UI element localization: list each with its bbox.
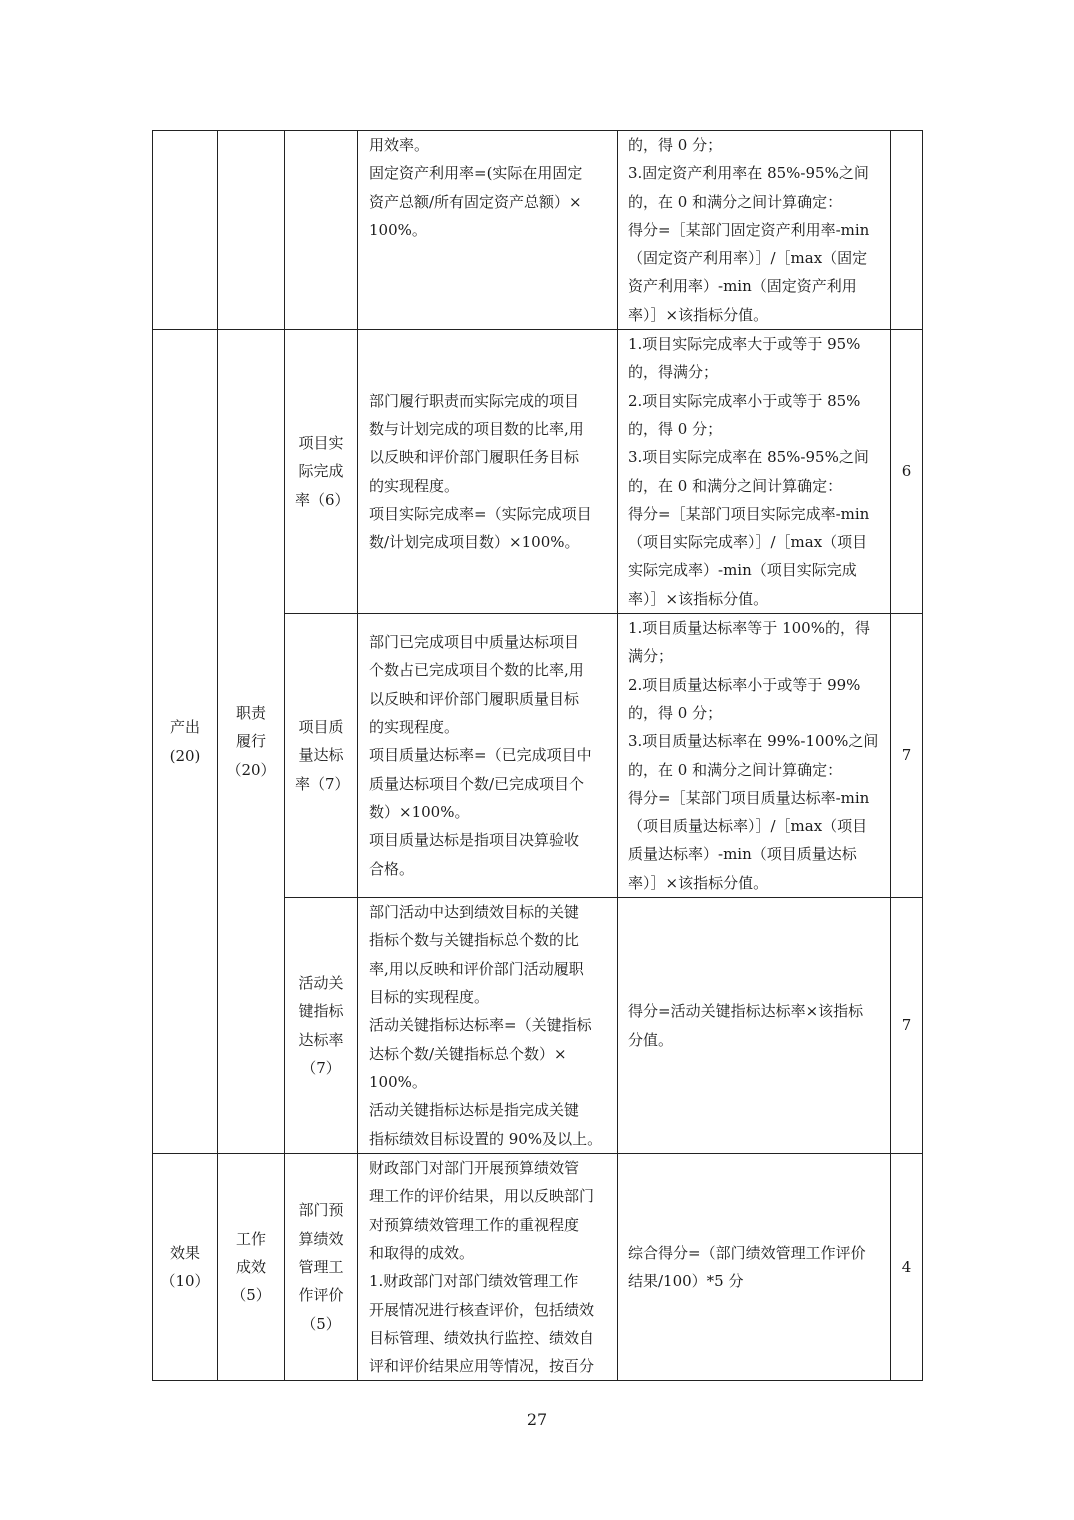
criteria-cell: 得分=活动关键指标达标率×该指标 分值。 <box>618 898 891 1154</box>
level1-cell-empty <box>153 131 218 330</box>
indicator-name: 项目质 量达标 率（7） <box>285 614 358 898</box>
page-number: 27 <box>526 1410 548 1429</box>
level1-effect: 效果 （10） <box>153 1154 218 1381</box>
score-cell: 7 <box>891 898 923 1154</box>
score-cell: 6 <box>891 330 923 614</box>
definition-cell: 用效率。 固定资产利用率=(实际在用固定 资产总额/所有固定资产总额）× 100%。 <box>358 131 618 330</box>
level2-duty-performance: 职责 履行 （20） <box>218 330 285 1154</box>
indicator-name: 项目实 际完成 率（6） <box>285 330 358 614</box>
indicator-name: 活动关 键指标 达标率 （7） <box>285 898 358 1154</box>
score-cell: 4 <box>891 1154 923 1381</box>
indicator-row-budget-performance <box>153 1154 923 1381</box>
indicator-row-project-completion <box>153 330 923 614</box>
indicator-name-cell-empty <box>285 131 358 330</box>
definition-cell: 部门履行职责而实际完成的项目 数与计划完成的项目数的比率,用 以反映和评价部门履职任务目标 的实现程度。 项目实际完成率=（实际完成项目 数/计划完成项目数）×100%。 <box>358 330 618 614</box>
definition-cell: 部门活动中达到绩效目标的关键 指标个数与关键指标总个数的比 率,用以反映和评价部门活动履职 目标的实现程度。 活动关键指标达标率=（关键指标 达标个数/关键指标总个数）× 100%。 活动关键指标达标是指完成关键 指标绩效目标设置的 90%及以上。 <box>358 898 618 1154</box>
level1-output: 产出 (20) <box>153 330 218 1154</box>
score-cell: 7 <box>891 614 923 898</box>
criteria-cell: 1.项目质量达标率等于 100%的，得 满分； 2.项目质量达标率小于或等于 99% 的，得 0 分； 3.项目质量达标率在 99%-100%之间 的，在 0 和满分之间计算确定： 得分=［某部门项目质量达标率-min （项目质量达标率）］/［max（项目 质量达标率）-min（项目质量达标 率）］×该指标分值。 <box>618 614 891 898</box>
continuation-row <box>153 131 923 330</box>
criteria-cell: 综合得分=（部门绩效管理工作评价 结果/100）*5 分 <box>618 1154 891 1381</box>
criteria-cell: 1.项目实际完成率大于或等于 95% 的，得满分； 2.项目实际完成率小于或等于 85% 的，得 0 分； 3.项目实际完成率在 85%-95%之间 的，在 0 和满分之间计算确定： 得分=［某部门项目实际完成率-min （项目实际完成率）］/［max（项目 实际完成率）-min（项目实际完成 率）］×该指标分值。 <box>618 330 891 614</box>
level2-cell-empty <box>218 131 285 330</box>
criteria-cell: 的，得 0 分； 3.固定资产利用率在 85%-95%之间 的，在 0 和满分之间计算确定： 得分=［某部门固定资产利用率-min （固定资产利用率）］/［max（固定 资产利用率）-min（固定资产利用 率）］×该指标分值。 <box>618 131 891 330</box>
score-cell-empty <box>891 131 923 330</box>
definition-cell: 部门已完成项目中质量达标项目 个数占已完成项目个数的比率,用 以反映和评价部门履职质量目标 的实现程度。 项目质量达标率=（已完成项目中 质量达标项目个数/已完成项目个 数）×100%。 项目质量达标是指项目决算验收 合格。 <box>358 614 618 898</box>
level2-work-effectiveness: 工作 成效 （5） <box>218 1154 285 1381</box>
definition-cell: 财政部门对部门开展预算绩效管 理工作的评价结果，用以反映部门 对预算绩效管理工作的重视程度 和取得的成效。 1.财政部门对部门绩效管理工作 开展情况进行核查评价，包括绩效 目标管理、绩效执行监控、绩效自 评和评价结果应用等情况，按百分 <box>358 1154 618 1381</box>
indicator-name: 部门预 算绩效 管理工 作评价 （5） <box>285 1154 358 1381</box>
evaluation-table <box>152 130 923 1381</box>
